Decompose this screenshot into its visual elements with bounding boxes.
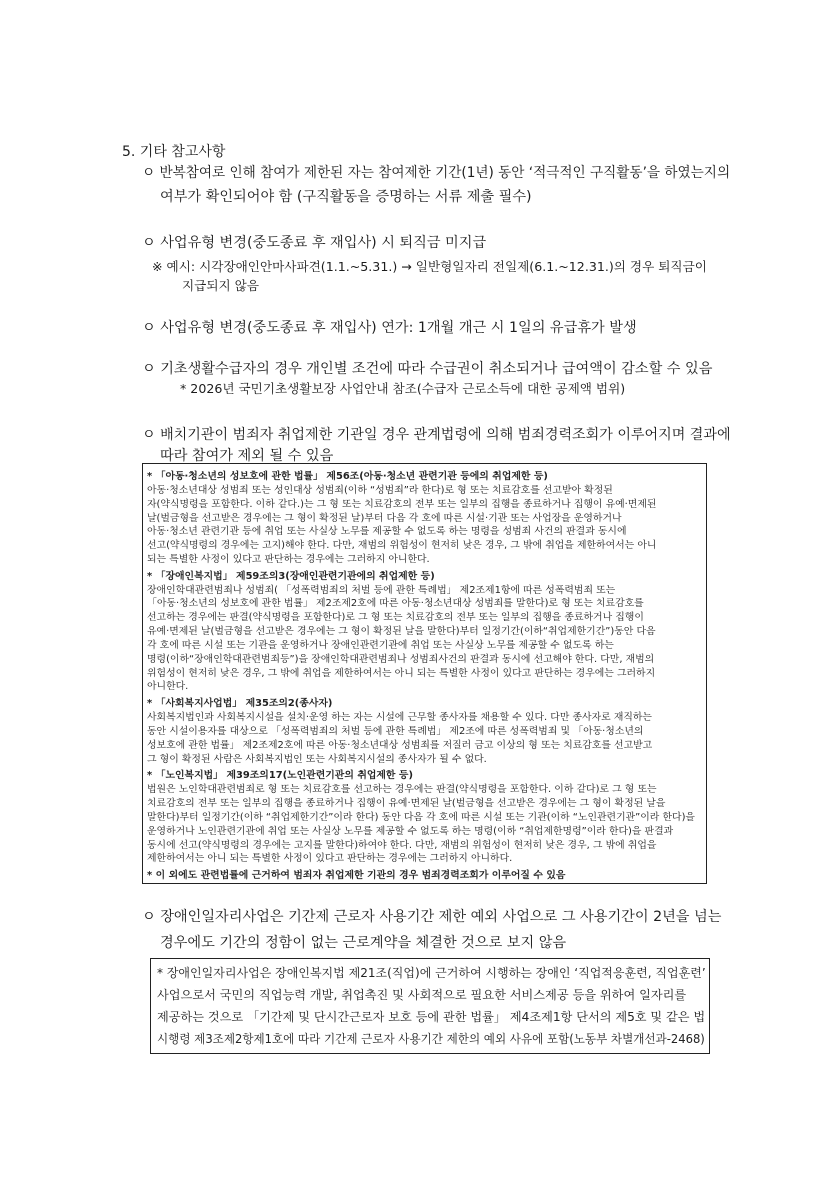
law-line: 각 호에 따른 시설 또는 기관을 운영하거나 장애인관련기관에 취업 또는 사실상 노무를 제공할 수 없도록 하는	[147, 639, 614, 651]
law-line: 동시에 선고(약식명령의 경우에는 고지를 말한다)하여야 한다. 다만, 재범의 위험성이 현저히 낮은 경우, 그 밖에 취업을	[147, 839, 657, 851]
law-line: 유예·면제된 날(벌금형을 선고받은 경우에는 그 형이 확정된 날을 말한다)부터 일정기간(이하“취업제한기간”)동안 다음	[147, 626, 656, 638]
law-line: 그 형이 확정된 사람은 사회복지법인 또는 사회복지시설의 종사자가 될 수 없다.	[147, 753, 487, 765]
law-line: * 「장애인복지법」 제59조의3(장애인관련기관에의 취업제한 등)	[147, 570, 435, 582]
law-line: 선고(약식명령의 경우에는 고지)해야 한다. 다만, 재범의 위험성이 현저히 낮은 경우, 그 밖에 취업을 제한하여서는 아니	[147, 540, 657, 552]
bullet-item-2-example-2: 지급되지 않음	[182, 278, 259, 293]
note-box	[150, 958, 710, 1054]
law-line: 아동·청소년대상 성범죄 또는 성인대상 성범죄(이하 “성범죄”라 한다)로 형 또는 치료감호를 선고받아 확정된	[147, 484, 613, 496]
law-line: 성보호에 관한 법률」 제2조제2호에 따른 아동·청소년대상 성범죄를 저질러 금고 이상의 형 또는 치료감호를 선고받고	[147, 739, 653, 751]
note-line: 시행령 제3조제2항제1호에 따라 기간제 근로자 사용기간 제한의 예외 사유에 포함(노동부 차별개선과-2468)	[157, 1032, 705, 1046]
law-line: 동안 시설이용자를 대상으로 「성폭력범죄의 처벌 등에 관한 특례법」 제2조에 따른 성폭력범죄 및 「아동·청소년의	[147, 725, 644, 737]
law-line: 아니한다.	[147, 681, 189, 693]
law-line: 선고하는 경우에는 판결(약식명령을 포함한다)로 그 형 또는 치료감호의 전부 또는 일부의 집행을 종료하거나 집행이	[147, 612, 644, 624]
bullet-item-2-line-1: ㅇ 사업유형 변경(중도종료 후 재입사) 시 퇴직금 미지급	[142, 235, 487, 251]
law-line: 말한다)부터 일정기간(이하 “취업제한기간”이라 한다) 동안 다음 각 호에 따른 시설 또는 기관(이하 “노인관련기관”이라 한다)을	[147, 811, 695, 823]
law-reference-box	[142, 463, 707, 884]
bullet-item-1-line-2: 여부가 확인되어야 함 (구직활동을 증명하는 서류 제출 필수)	[160, 189, 532, 205]
bullet-item-6-line-1: ㅇ 장애인일자리사업은 기간제 근로자 사용기간 제한 예외 사업으로 그 사용기간이 2년을 넘는	[142, 909, 722, 925]
law-line: 제한하여서는 아니 되는 특별한 사정이 있다고 판단하는 경우에는 그러하지 아니하다.	[147, 853, 513, 865]
law-line: * 「아동·청소년의 성보호에 관한 법률」 제56조(아동·청소년 관련기관 등에의 취업제한 등)	[147, 471, 548, 482]
bullet-item-5-line-1: ㅇ 배치기관이 범죄자 취업제한 기관일 경우 관계법령에 의해 범죄경력조회가 이루어지며 결과에	[142, 427, 731, 443]
law-line: 되는 특별한 사정이 있다고 판단하는 경우에는 그러하지 아니한다.	[147, 554, 430, 565]
law-line: * 「노인복지법」 제39조의17(노인관련기관의 취업제한 등)	[147, 770, 413, 782]
law-line: 「아동·청소년의 성보호에 관한 법률」 제2조제2호에 따른 아동·청소년대상 성범죄를 말한다)로 형 또는 치료감호를	[147, 598, 644, 610]
bullet-item-6-line-2: 경우에도 기간의 정함이 없는 근로계약을 체결한 것으로 보지 않음	[160, 935, 567, 951]
bullet-item-5-line-2: 따라 참여가 제외 될 수 있음	[160, 448, 334, 464]
law-line: 위험성이 현저히 낮은 경우, 그 밖에 취업을 제한하여서는 아니 되는 특별한 사정이 있다고 판단하는 경우에는 그러하지	[147, 667, 656, 679]
law-line: 장애인학대관련범죄나 성범죄( 「성폭력범죄의 처벌 등에 관한 특례법」 제2조제1항에 따른 성폭력범죄 또는	[147, 584, 616, 596]
law-line: 치료감호의 전부 또는 일부의 집행을 종료하거나 집행이 유예·면제된 날(벌금형을 선고받은 경우에는 그 형이 확정된 날을	[147, 798, 666, 809]
law-line: 사회복지법인과 사회복지시설을 설치·운영 하는 자는 시설에 근무할 종사자를 채용할 수 있다. 다만 종사자로 재직하는	[147, 712, 652, 724]
bullet-item-2-example-1: ※ 예시: 시각장애인안마사파견(1.1.~5.31.) → 일반형일자리 전일제(6.1.~12.31.)의 경우 퇴직금이	[152, 259, 707, 274]
law-line: 자(약식명령을 포함한다. 이하 같다.)는 그 형 또는 치료감호의 전부 또는 일부의 집행을 종료하거나 집행이 유예·면제된	[147, 498, 657, 510]
law-line: * 「사회복지사업법」 제35조의2(종사자)	[147, 698, 333, 710]
law-line: 날(벌금형을 선고받은 경우에는 그 형이 확정된 날)부터 다음 각 호에 따른 시설·기관 또는 사업장을 운영하거나	[147, 512, 622, 524]
bullet-item-1-line-1: ㅇ 반복참여로 인해 참여가 제한된 자는 참여제한 기간(1년) 동안 ‘적극적인 구직활동’을 하였는지의	[142, 165, 731, 181]
law-line: * 이 외에도 관련법률에 근거하여 범죄자 취업제한 기관의 경우 범죄경력조회가 이루어질 수 있음	[147, 870, 566, 882]
law-line: 명령(이하“장애인학대관련범죄등”)을 장애인학대관련범죄나 성범죄사건의 판결과 동시에 선고해야 한다. 다만, 재범의	[147, 653, 655, 665]
law-line: 법원은 노인학대관련범죄로 형 또는 치료감호를 선고하는 경우에는 판결(약식명령을 포함한다. 이하 같다)로 그 형 또는	[147, 784, 657, 796]
section-heading: 5. 기타 참고사항	[122, 144, 226, 160]
note-line: 사업으로서 국민의 직업능력 개발, 취업촉진 및 사회적으로 필요한 서비스제공 등을 위하여 일자리를	[157, 988, 687, 1002]
note-line: 제공하는 것으로 「기간제 및 단시간근로자 보호 등에 관한 법률」 제4조제1항 단서의 제5호 및 같은 법	[157, 1010, 706, 1024]
law-line: 아동·청소년 관련기관 등에 취업 또는 사실상 노무를 제공할 수 없도록 하는 명령을 성범죄 사건의 판결과 동시에	[147, 526, 627, 538]
law-line: 운영하거나 노인관련기관에 취업 또는 사실상 노무를 제공할 수 없도록 하는 명령(이하 “취업제한명령”이라 한다)을 판결과	[147, 825, 674, 837]
bullet-item-4-line-1: ㅇ 기초생활수급자의 경우 개인별 조건에 따라 수급권이 취소되거나 급여액이 감소할 수 있음	[142, 361, 713, 377]
note-line: * 장애인일자리사업은 장애인복지법 제21조(직업)에 근거하여 시행하는 장애인 ‘직업적응훈련, 직업훈련’	[157, 966, 706, 980]
bullet-item-4-reference: * 2026년 국민기초생활보장 사업안내 참조(수급자 근로소득에 대한 공제액 범위)	[180, 381, 626, 396]
bullet-item-3: ㅇ 사업유형 변경(중도종료 후 재입사) 연가: 1개월 개근 시 1일의 유급휴가 발생	[142, 320, 637, 336]
